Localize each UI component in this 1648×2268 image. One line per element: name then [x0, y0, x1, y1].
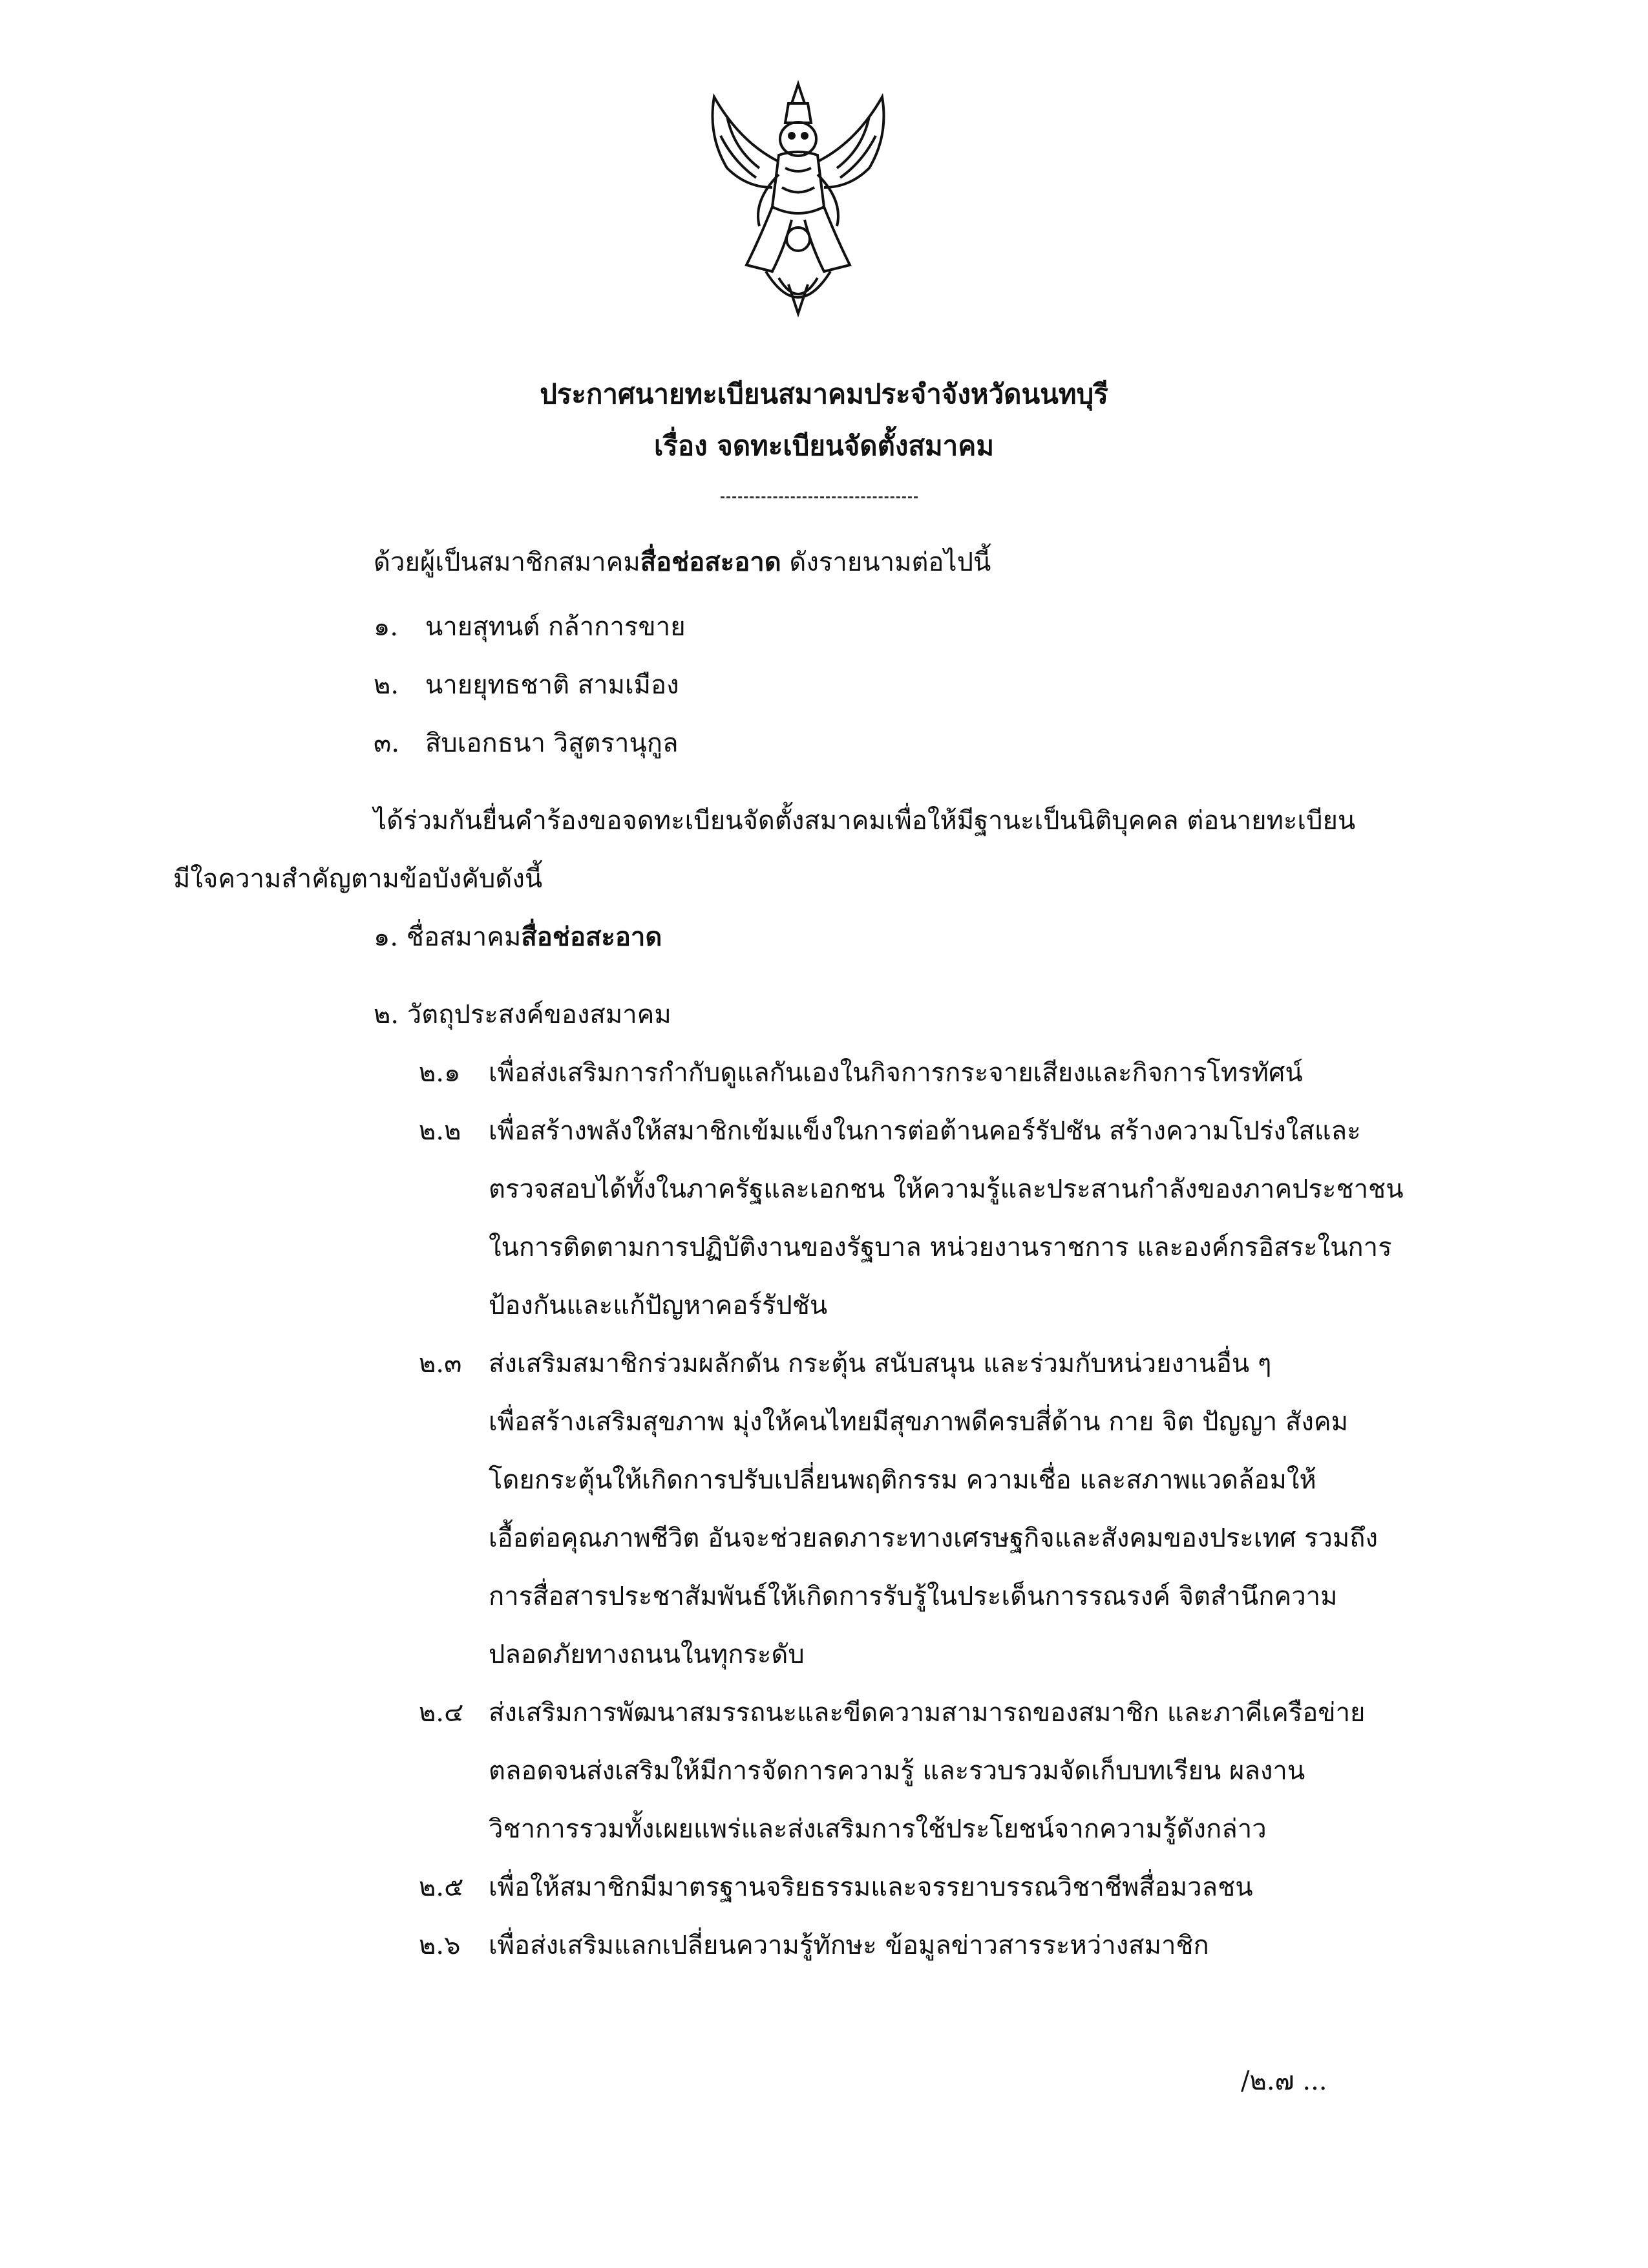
announcement-title: ประกาศนายทะเบียนสมาคมประจำจังหวัดนนทบุรี [540, 378, 1108, 410]
clause-1-name: สื่อช่อสะอาด [521, 922, 662, 952]
objective-text-continued: ในการติดตามการปฏิบัติงานของรัฐบาล หน่วยงานราชการ และองค์กรอิสระในการ [489, 1233, 1392, 1262]
founder-number: ๑. [374, 612, 399, 642]
objective-item [419, 1695, 1365, 1731]
intro-paragraph [374, 544, 991, 580]
objective-text-continued: วิชาการรวมทั้งเผยแพร่และส่งเสริมการใช้ประโยชน์จากความรู้ดังกล่าว [489, 1814, 1267, 1844]
founder-name: นายสุทนต์ กล้าการขาย [425, 612, 686, 642]
continuation-marker: /๒.๗ ... [1241, 2066, 1327, 2096]
founder-item [374, 667, 679, 703]
intro-prefix: ด้วยผู้เป็นสมาชิกสมาคม [374, 547, 640, 577]
objective-text-continued: ตลอดจนส่งเสริมให้มีการจัดการความรู้ และรวบรวมจัดเก็บบทเรียน ผลงาน [489, 1756, 1305, 1786]
objective-item [419, 1927, 1209, 1964]
objective-number: ๒.๕ [419, 1872, 464, 1902]
objective-item [419, 1055, 1303, 1091]
objective-number: ๒.๔ [419, 1698, 464, 1728]
objective-item [419, 1869, 1253, 1905]
clause-2-heading: ๒. วัตถุประสงค์ของสมาคม [374, 1000, 671, 1030]
intro-suffix: ดังรายนามต่อไปนี้ [781, 547, 991, 577]
petition-line: มีใจความสำคัญตามข้อบังคับดังนี้ [173, 864, 543, 894]
objective-text: ส่งเสริมสมาชิกร่วมผลักดัน กระตุ้น สนับสนุน และร่วมกับหน่วยงานอื่น ๆ [489, 1349, 1272, 1379]
objective-text: เพื่อส่งเสริมการกำกับดูแลกันเองในกิจการกระจายเสียงและกิจการโทรทัศน์ [489, 1058, 1303, 1088]
announcement-subject: เรื่อง จดทะเบียนจัดตั้งสมาคม [653, 430, 995, 461]
objective-item [419, 1346, 1271, 1382]
founder-name: นายยุทธชาติ สามเมือง [425, 670, 679, 700]
objective-text-continued: เพื่อสร้างเสริมสุขภาพ มุ่งให้คนไทยมีสุขภาพดีครบสี่ด้าน กาย จิต ปัญญา สังคม [489, 1407, 1348, 1437]
objective-text-continued: เอื้อต่อคุณภาพชีวิต อันจะช่วยลดภาระทางเศรษฐกิจและสังคมของประเทศ รวมถึง [489, 1523, 1379, 1553]
objective-text-continued: โดยกระตุ้นให้เกิดการปรับเปลี่ยนพฤติกรรม ความเชื่อ และสภาพแวดล้อมให้ [489, 1465, 1316, 1495]
objective-text: เพื่อสร้างพลังให้สมาชิกเข้มแข็งในการต่อต้านคอร์รัปชัน สร้างความโปร่งใสและ [489, 1116, 1361, 1146]
objective-number: ๒.๖ [419, 1931, 461, 1960]
objective-text: เพื่อให้สมาชิกมีมาตรฐานจริยธรรมและจรรยาบรรณวิชาชีพสื่อมวลชน [489, 1872, 1253, 1902]
association-name: สื่อช่อสะอาด [640, 547, 781, 577]
clause-1 [374, 919, 662, 955]
garuda-emblem-icon [688, 78, 908, 323]
objective-number: ๒.๒ [419, 1116, 461, 1146]
founder-number: ๓. [374, 728, 400, 758]
objective-text: ส่งเสริมการพัฒนาสมรรถนะและขีดความสามารถของสมาชิก และภาคีเครือข่าย [489, 1698, 1366, 1728]
founder-number: ๒. [374, 670, 399, 700]
clause-1-prefix: ๑. ชื่อสมาคม [374, 922, 522, 952]
petition-line: ได้ร่วมกันยื่นคำร้องขอจดทะเบียนจัดตั้งสมาคมเพื่อให้มีฐานะเป็นนิติบุคคล ต่อนายทะเบียน [374, 806, 1356, 836]
objective-number: ๒.๑ [419, 1058, 461, 1088]
objective-text-continued: ปลอดภัยทางถนนในทุกระดับ [489, 1640, 805, 1669]
objective-text-continued: การสื่อสารประชาสัมพันธ์ให้เกิดการรับรู้ในประเด็นการรณรงค์ จิตสำนึกความ [489, 1582, 1338, 1611]
objective-text-continued: ป้องกันและแก้ปัญหาคอร์รัปชัน [489, 1291, 828, 1320]
founder-name: สิบเอกธนา วิสูตรานุกูล [425, 728, 679, 758]
objective-text: เพื่อส่งเสริมแลกเปลี่ยนความรู้ทักษะ ข้อมูลข่าวสารระหว่างสมาชิก [489, 1931, 1209, 1960]
objective-text-continued: ตรวจสอบได้ทั้งในภาครัฐและเอกชน ให้ความรู้และประสานกำลังของภาคประชาชน [489, 1174, 1404, 1204]
founder-item [374, 609, 686, 645]
objective-item [419, 1113, 1361, 1149]
title-divider [721, 496, 918, 498]
objective-number: ๒.๓ [419, 1349, 462, 1379]
founder-item [374, 725, 679, 761]
